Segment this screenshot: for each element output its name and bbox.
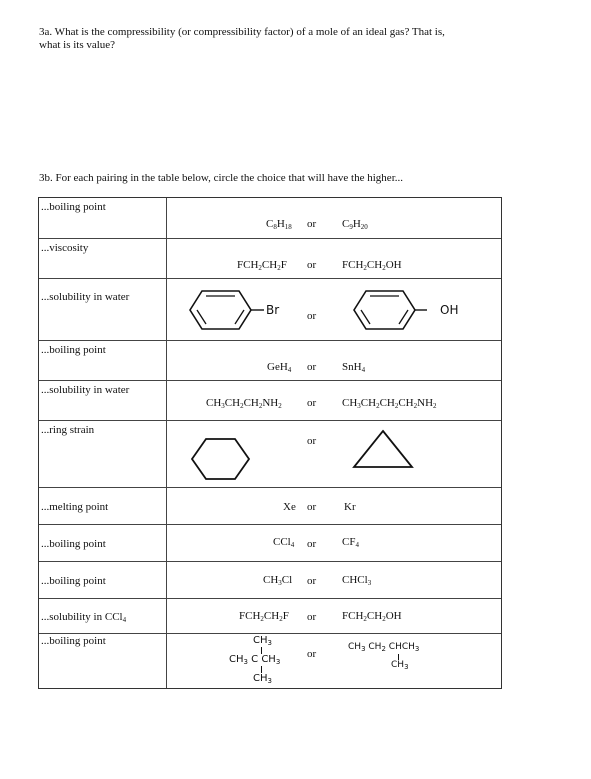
property-label: ...boiling point — [41, 538, 106, 550]
choice-a[interactable]: $FCH_2CH_2F$ — [237, 259, 287, 272]
or-label: or — [307, 575, 317, 587]
methyl-top: $CH_3$ — [253, 635, 272, 647]
table-row — [39, 198, 501, 239]
choice-b[interactable]: $CH_3CH_2CH_2CH_2NH_2$ — [342, 397, 437, 410]
table-row — [39, 279, 501, 341]
or-label: or — [307, 259, 317, 271]
or-label: or — [307, 648, 317, 660]
neopentane-main: $CH_3$ C $CH_3$ — [229, 654, 281, 666]
question-3b-prompt: 3b. For each pairing in the table below, circle the choice that will have the higher... — [39, 172, 403, 184]
choice-a[interactable]: $FCH_2CH_2F$ — [239, 610, 289, 623]
hydroxy-substituent: OH — [440, 303, 459, 317]
or-label: or — [307, 397, 317, 409]
choice-b[interactable]: $C_9H_{20}$ — [342, 218, 368, 231]
or-label: or — [307, 538, 317, 550]
property-label: ...solubility in water — [41, 384, 130, 396]
or-label: or — [307, 501, 317, 513]
choice-a[interactable]: $CH_3Cl$ — [263, 574, 293, 587]
choice-a[interactable]: $CH_3CH_2CH_2NH_2$ — [206, 397, 282, 410]
or-label: or — [307, 361, 317, 373]
or-label: or — [307, 435, 317, 447]
property-label: ...melting point — [41, 501, 109, 513]
question-3a — [39, 26, 539, 52]
methyl-branch: $CH_3$ — [391, 660, 409, 671]
property-label: ...solubility in CCl$_4$ — [41, 611, 127, 624]
property-label: ...viscosity — [41, 242, 89, 254]
property-label: ...boiling point — [41, 344, 106, 356]
cyclohexane-structure[interactable] — [189, 433, 253, 481]
bromobenzene-structure[interactable] — [177, 287, 280, 333]
property-label: ...solubility in water — [41, 291, 130, 303]
neopentane-structure[interactable] — [229, 635, 289, 687]
isopentane-structure[interactable] — [348, 642, 438, 682]
table-row — [39, 341, 501, 381]
table-row — [39, 599, 501, 634]
property-label: ...boiling point — [41, 575, 106, 587]
bromo-substituent: Br — [266, 303, 280, 317]
phenol-structure[interactable] — [347, 287, 447, 333]
question-3a-line2: what is its value? — [39, 39, 116, 51]
property-label: ...boiling point — [41, 201, 106, 213]
table-row — [39, 634, 501, 689]
bond-line — [261, 647, 262, 654]
comparison-table — [38, 197, 502, 689]
choice-b[interactable]: CHCl$_3$ — [342, 574, 372, 587]
question-3a-line1: 3a. What is the compressibility (or compressibility factor) of a mole of an ideal gas? That is, — [39, 26, 445, 38]
choice-a[interactable]: CCl$_4$ — [273, 536, 295, 549]
table-row — [39, 421, 501, 488]
table-row — [39, 239, 501, 279]
or-label: or — [307, 611, 317, 623]
choice-b[interactable]: $CF_4$ — [342, 536, 359, 549]
table-row — [39, 381, 501, 421]
isopentane-main: $CH_3$ $CH_2$ $CHCH_3$ — [348, 642, 420, 653]
choice-b[interactable]: Kr — [344, 501, 356, 513]
or-label: or — [307, 218, 317, 230]
methyl-bottom: $CH_3$ — [253, 673, 272, 685]
table-row — [39, 562, 501, 599]
choice-b[interactable]: SnH$_4$ — [342, 361, 366, 374]
choice-a[interactable]: GeH$_4$ — [267, 361, 292, 374]
table-row — [39, 488, 501, 525]
cyclopropane-structure[interactable] — [352, 429, 416, 471]
bond-line — [261, 666, 262, 673]
or-label: or — [307, 310, 317, 322]
choice-a[interactable]: $C_8H_{18}$ — [266, 218, 292, 231]
property-label: ...ring strain — [41, 424, 95, 436]
choice-b[interactable]: $FCH_2CH_2OH$ — [342, 259, 402, 272]
choice-a[interactable]: Xe — [283, 501, 296, 513]
choice-b[interactable]: $FCH_2CH_2OH$ — [342, 610, 402, 623]
property-label: ...boiling point — [41, 635, 106, 647]
table-row — [39, 525, 501, 562]
